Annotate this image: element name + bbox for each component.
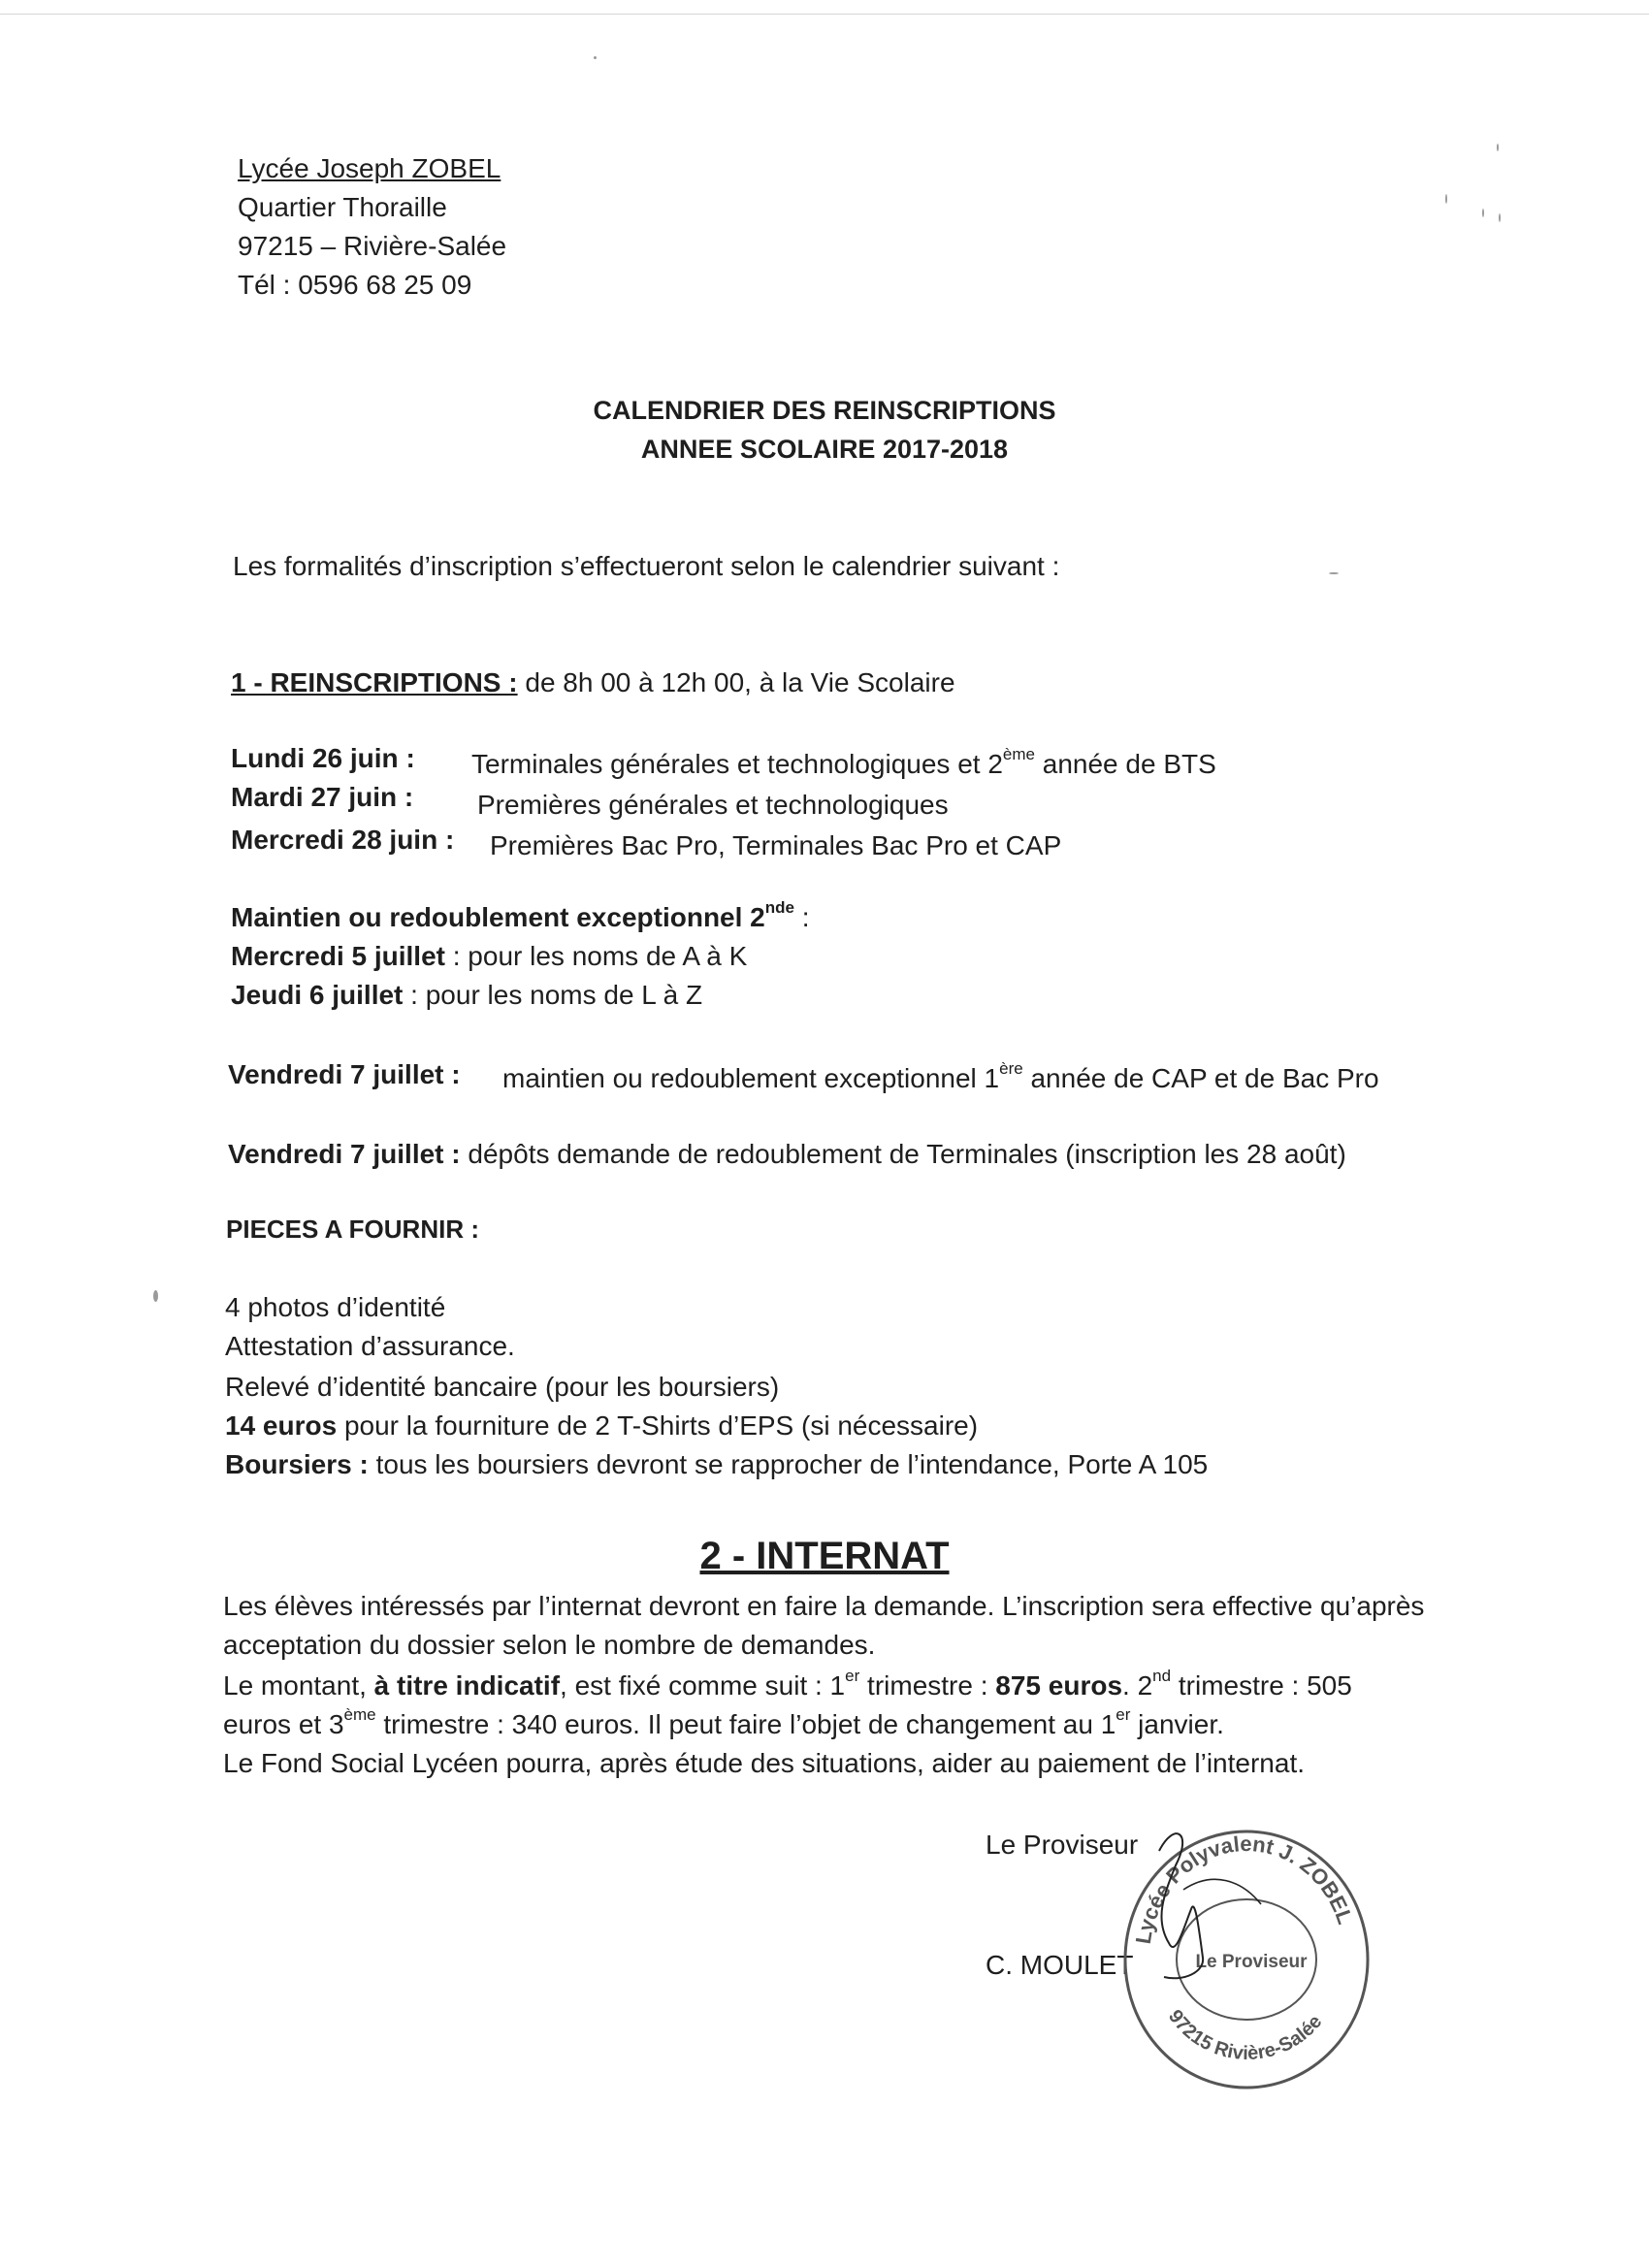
vendredi-day: Vendredi 7 juillet :	[228, 1059, 461, 1089]
school-street: Quartier Thoraille	[238, 192, 447, 222]
section1-title: 1 - REINSCRIPTIONS :	[231, 667, 518, 697]
schedule-day: Lundi 26 juin :	[231, 743, 415, 773]
signature-role: Le Proviseur	[986, 1830, 1139, 1860]
scan-speck	[1329, 572, 1339, 574]
internat-paragraph: Le Fond Social Lycéen pourra, après étude des situations, aider au paiement de l’internat.	[223, 1748, 1305, 1778]
internat-paragraph: acceptation du dossier selon le nombre de demandes.	[223, 1630, 876, 1660]
piece-item: Boursiers : tous les boursiers devront se rapprocher de l’intendance, Porte A 105	[225, 1449, 1209, 1479]
scan-speck	[1445, 194, 1447, 204]
stamp-ring-text: Lycée Polyvalent J. ZOBEL	[1130, 1831, 1358, 1946]
school-name: Lycée Joseph ZOBEL	[238, 153, 501, 183]
piece-item: 14 euros pour la fourniture de 2 T-Shirts d’EPS (si nécessaire)	[225, 1410, 979, 1441]
handwritten-signature-stroke	[1183, 1879, 1261, 1904]
intro-text: Les formalités d’inscription s’effectueront selon le calendrier suivant :	[233, 551, 1060, 581]
school-city: 97215 – Rivière-Salée	[238, 231, 507, 261]
stamp-center-text: Le Proviseur	[1195, 1952, 1308, 1972]
schedule-day: Mardi 27 juin :	[231, 782, 414, 812]
maintien-row: Mercredi 5 juillet : pour les noms de A à K	[231, 941, 748, 971]
scan-speck	[1497, 144, 1499, 151]
document-title-line2: ANNEE SCOLAIRE 2017-2018	[640, 435, 1009, 464]
vendredi-row: Vendredi 7 juillet : dépôts demande de redoublement de Terminales (inscription les 28 août)	[228, 1139, 1346, 1169]
official-stamp	[1116, 1812, 1377, 2093]
internat-fees: euros et 3ème trimestre : 340 euros. Il peut faire l’objet de changement au 1er janvier.	[223, 1705, 1224, 1739]
school-phone: Tél : 0596 68 25 09	[238, 270, 472, 300]
schedule-text: Premières générales et technologiques	[477, 790, 949, 820]
schedule-text: Terminales générales et technologiques et 2ème année de BTS	[471, 745, 1216, 779]
scan-speck	[153, 1290, 158, 1302]
piece-item: Attestation d’assurance.	[225, 1331, 515, 1361]
scan-speck	[594, 56, 597, 59]
vendredi-text: maintien ou redoublement exceptionnel 1ère année de CAP et de Bac Pro	[502, 1059, 1379, 1093]
scan-speck	[1499, 213, 1501, 222]
maintien-heading: Maintien ou redoublement exceptionnel 2nde :	[231, 898, 810, 932]
schedule-text: Premières Bac Pro, Terminales Bac Pro et CAP	[490, 830, 1062, 860]
svg-text:97215 Rivière-Salée	[1164, 2006, 1326, 2064]
internat-fees: Le montant, à titre indicatif, est fixé comme suit : 1er trimestre : 875 euros. 2nd trimestre : 505	[223, 1667, 1352, 1701]
piece-item: Relevé d’identité bancaire (pour les boursiers)	[225, 1372, 780, 1402]
maintien-row: Jeudi 6 juillet : pour les noms de L à Z	[231, 980, 703, 1010]
scan-top-edge	[0, 14, 1649, 15]
section2-heading: 2 - INTERNAT	[699, 1535, 950, 1577]
section1-heading	[231, 667, 955, 698]
schedule-day: Mercredi 28 juin :	[231, 825, 455, 855]
scan-speck	[1482, 209, 1484, 217]
signature-name: C. MOULET	[986, 1950, 1134, 1980]
section1-hours: de 8h 00 à 12h 00, à la Vie Scolaire	[517, 667, 955, 697]
pieces-heading: PIECES A FOURNIR :	[226, 1215, 479, 1244]
stamp-bottom-text: 97215 Rivière-Salée	[1163, 2005, 1327, 2065]
document-title-line1: CALENDRIER DES REINSCRIPTIONS	[593, 396, 1056, 425]
piece-item: 4 photos d’identité	[225, 1292, 446, 1322]
internat-paragraph: Les élèves intéressés par l’internat devront en faire la demande. L’inscription sera effective qu’après	[223, 1591, 1425, 1621]
